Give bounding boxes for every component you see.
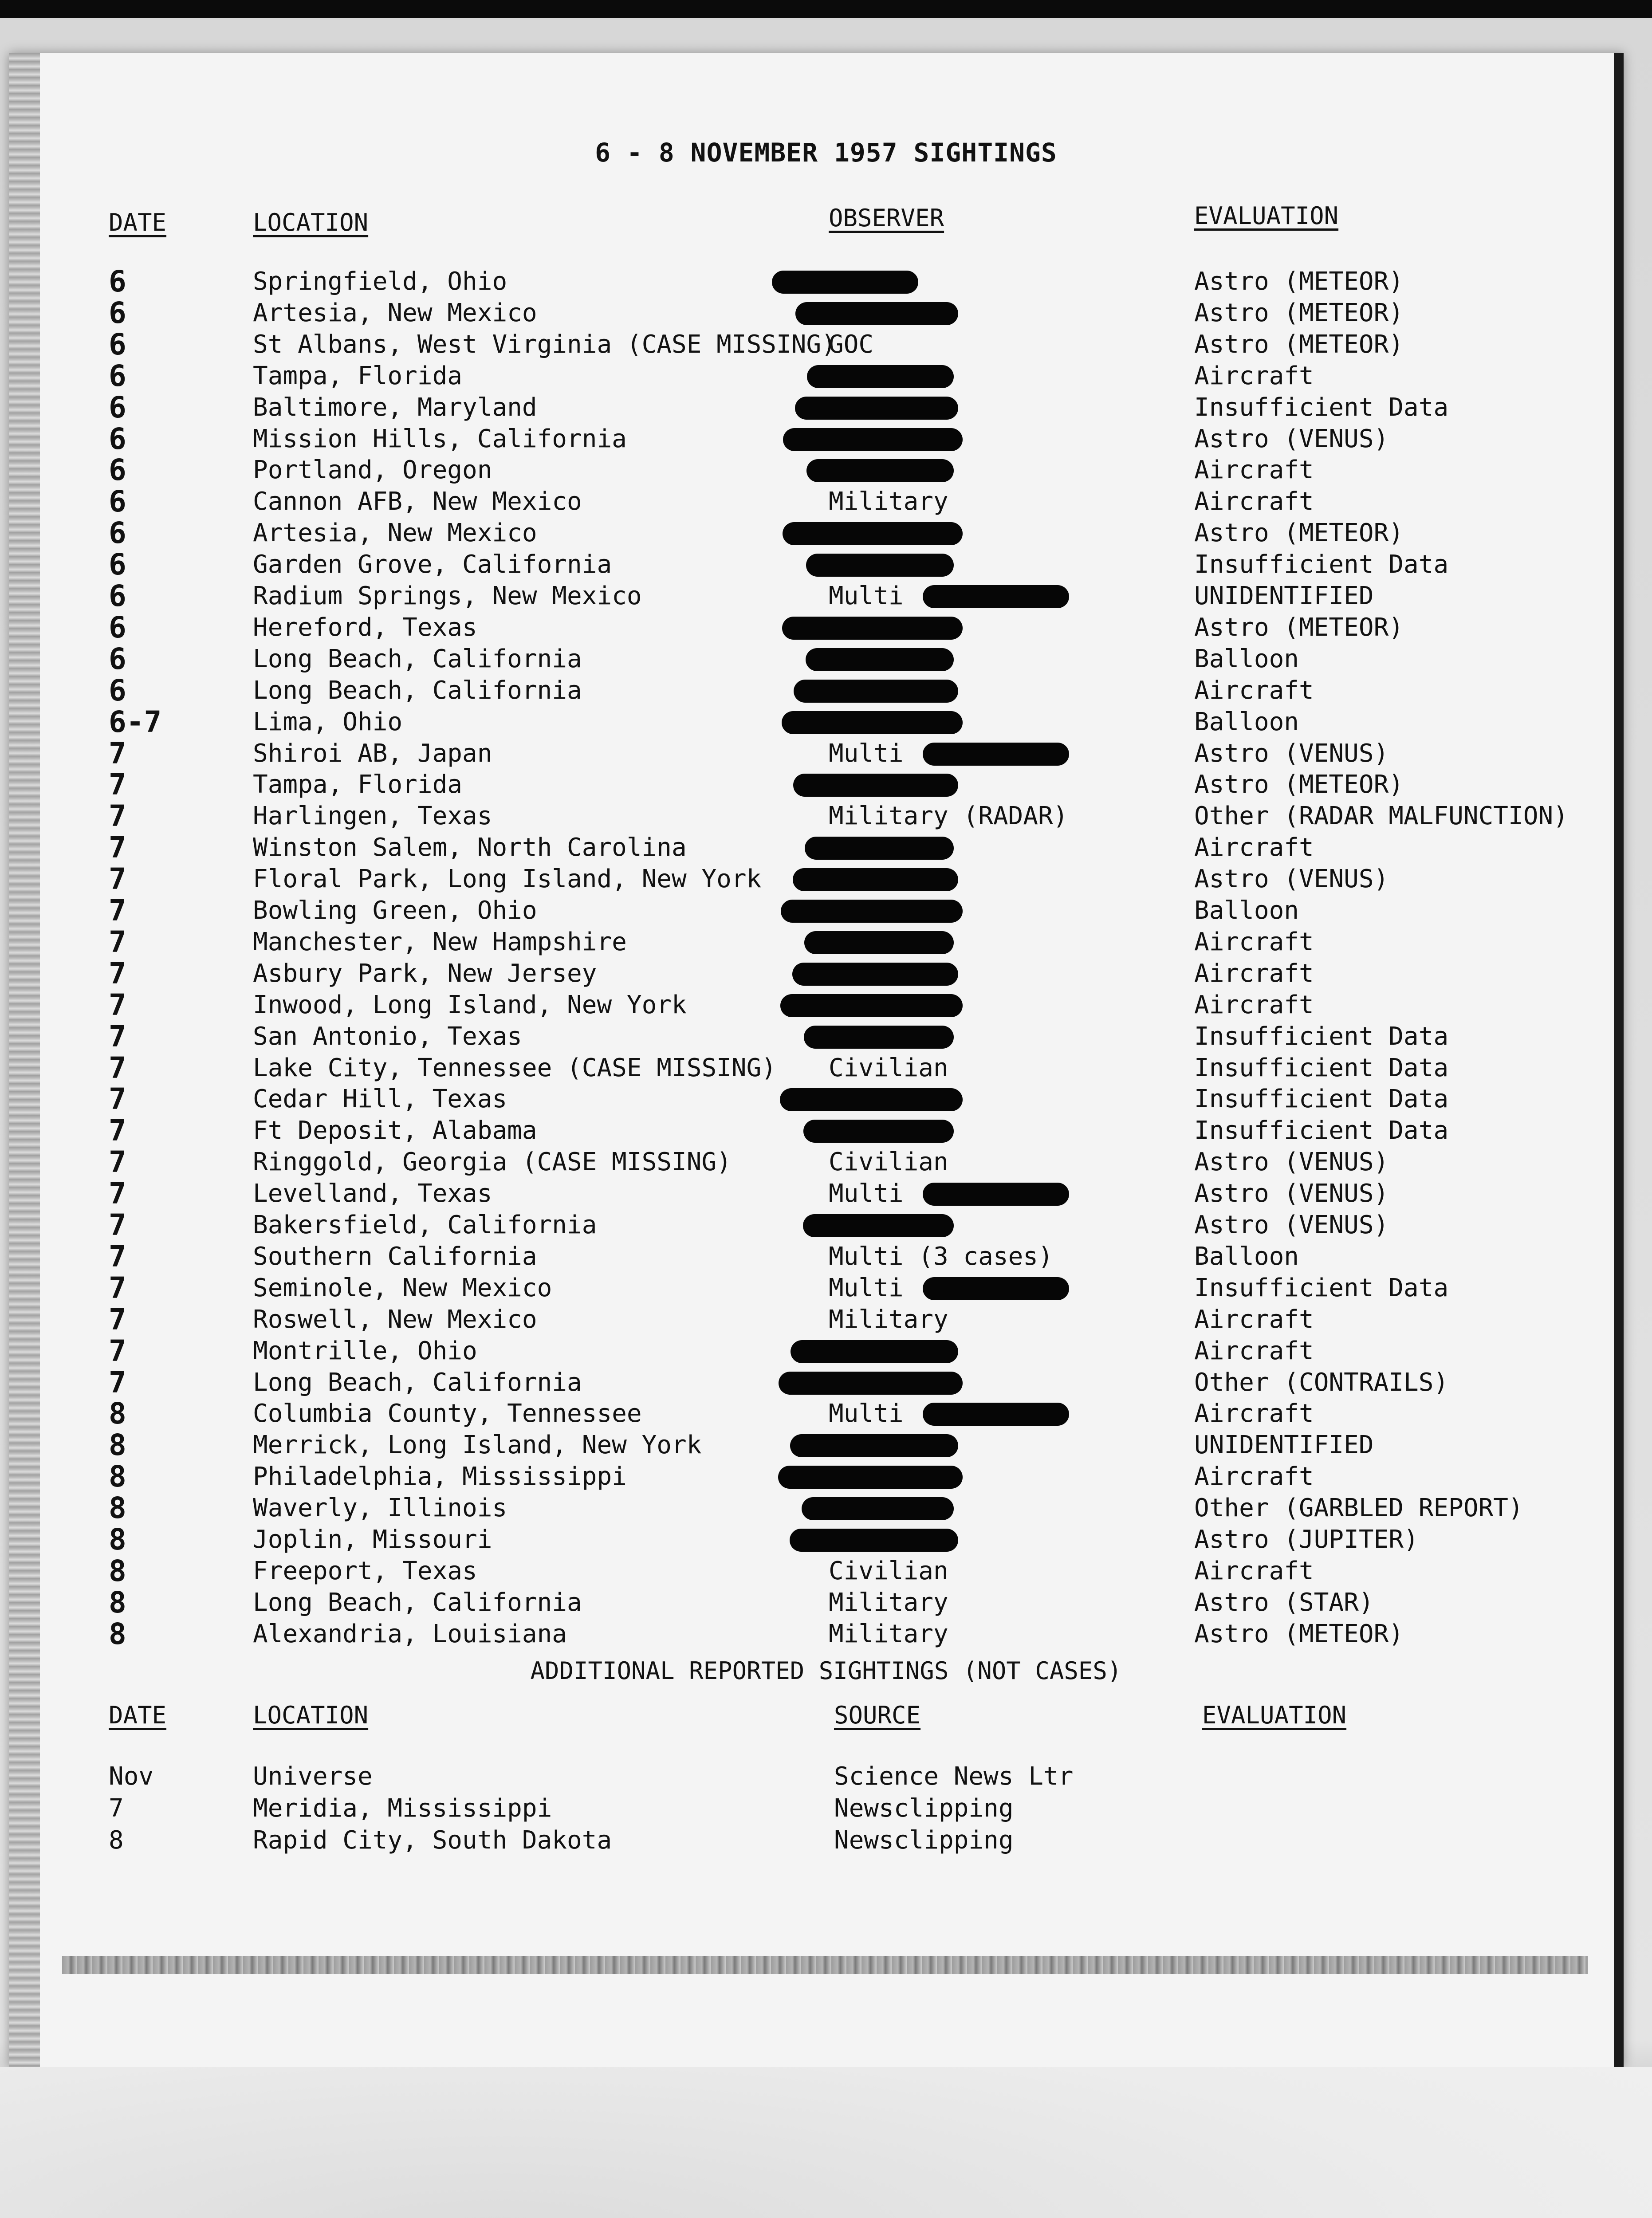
row-evaluation: Aircraft [1194, 927, 1314, 956]
row-evaluation: Astro (METEOR) [1194, 613, 1404, 642]
row-evaluation: Insufficient Data [1194, 393, 1449, 422]
table-row [0, 549, 1652, 580]
row-evaluation: Other (CONTRAILS) [1194, 1368, 1449, 1397]
row-evaluation: Astro (METEOR) [1194, 1619, 1404, 1648]
table-row [0, 864, 1652, 895]
row-date: 8 [109, 1491, 126, 1526]
table-row [0, 1825, 1652, 1856]
row-evaluation: Insufficient Data [1194, 1273, 1449, 1302]
row-date: 7 [109, 893, 126, 928]
row-date: 7 [109, 1145, 126, 1180]
row-location: Asbury Park, New Jersey [253, 959, 597, 988]
row-evaluation: Astro (VENUS) [1194, 424, 1389, 453]
row-observer: Multi (3 cases) [829, 1242, 1053, 1271]
row-date: 7 [109, 924, 126, 959]
row-location: Lake City, Tennessee (CASE MISSING) [253, 1053, 777, 1082]
table-row [0, 486, 1652, 517]
row-evaluation: Insufficient Data [1194, 550, 1449, 579]
row-evaluation: Astro (VENUS) [1194, 739, 1389, 768]
row-observer: Civilian [829, 1556, 948, 1585]
table-row [0, 1147, 1652, 1178]
table-row [0, 738, 1652, 769]
redaction-bar [806, 648, 954, 671]
redaction-bar [923, 1403, 1069, 1426]
table-row [0, 1493, 1652, 1524]
table-row [0, 1587, 1652, 1618]
row-location: San Antonio, Texas [253, 1022, 522, 1051]
row-location: Freeport, Texas [253, 1556, 477, 1585]
redaction-bar [806, 459, 954, 482]
row-evaluation: UNIDENTIFIED [1194, 1431, 1374, 1460]
blank-backing-area [0, 2067, 1652, 2218]
redaction-bar [806, 554, 954, 577]
table-row [0, 895, 1652, 926]
row-evaluation: Aircraft [1194, 1336, 1314, 1365]
row-date: 8 [109, 1522, 126, 1557]
additional-title: ADDITIONAL REPORTED SIGHTINGS (NOT CASES) [530, 1657, 1122, 1685]
row-evaluation: Astro (VENUS) [1194, 865, 1389, 894]
row-location: Ft Deposit, Alabama [253, 1116, 537, 1145]
additional-row-source: Newsclipping [834, 1826, 1014, 1855]
row-evaluation: Aircraft [1194, 959, 1314, 988]
redaction-bar [923, 743, 1069, 766]
row-location: Roswell, New Mexico [253, 1305, 537, 1334]
table-row [0, 675, 1652, 706]
row-date: 7 [109, 1239, 126, 1274]
row-evaluation: Aircraft [1194, 1399, 1314, 1428]
table-row [0, 1115, 1652, 1146]
table-row [0, 987, 1652, 1022]
redaction-bar [923, 1183, 1069, 1206]
redaction-bar [795, 397, 958, 420]
table-row [0, 1050, 1652, 1085]
row-date: 7 [109, 1333, 126, 1368]
redaction-bar [772, 271, 918, 294]
table-row [0, 1021, 1652, 1052]
row-observer: Military [829, 487, 948, 516]
table-row [0, 1084, 1652, 1115]
row-evaluation: Astro (METEOR) [1194, 298, 1404, 327]
additional-row-location: Rapid City, South Dakota [253, 1826, 612, 1855]
row-location: Waverly, Illinois [253, 1494, 507, 1523]
row-observer: GOC [829, 330, 874, 359]
row-location: Montrille, Ohio [253, 1336, 477, 1365]
row-date: 6 [109, 641, 126, 676]
row-location: Joplin, Missouri [253, 1525, 492, 1554]
row-evaluation: Insufficient Data [1194, 1022, 1449, 1051]
row-date: 7 [109, 1208, 126, 1242]
table-row [0, 1553, 1652, 1588]
redaction-bar [790, 1529, 958, 1552]
table-row [0, 924, 1652, 959]
row-date: 7 [109, 862, 126, 897]
table-row [0, 641, 1652, 676]
row-location: Portland, Oregon [253, 456, 492, 485]
additional-row-location: Universe [253, 1762, 373, 1791]
row-evaluation: UNIDENTIFIED [1194, 582, 1374, 610]
row-evaluation: Astro (METEOR) [1194, 267, 1404, 296]
row-evaluation: Aircraft [1194, 676, 1314, 705]
row-evaluation: Insufficient Data [1194, 1053, 1449, 1082]
row-evaluation: Other (GARBLED REPORT) [1194, 1494, 1523, 1523]
row-location: Cedar Hill, Texas [253, 1085, 507, 1114]
page-title: 6 - 8 NOVEMBER 1957 SIGHTINGS [595, 138, 1057, 168]
row-location: Ringgold, Georgia (CASE MISSING) [253, 1148, 732, 1177]
row-date: 7 [109, 956, 126, 991]
table-row [0, 1524, 1652, 1555]
row-date: 7 [109, 987, 126, 1022]
additional-header-location: LOCATION [253, 1701, 369, 1729]
row-location: Bakersfield, California [253, 1211, 597, 1239]
additional-row-date: Nov [109, 1762, 154, 1791]
row-location: Levelland, Texas [253, 1179, 492, 1208]
row-location: Floral Park, Long Island, New York [253, 865, 762, 894]
table-row [0, 958, 1652, 989]
redaction-bar [793, 868, 958, 891]
row-location: Manchester, New Hampshire [253, 927, 627, 956]
row-date: 8 [109, 1616, 126, 1651]
row-date: 6 [109, 547, 126, 582]
redaction-bar [794, 680, 958, 703]
row-location: Tampa, Florida [253, 770, 463, 799]
row-evaluation: Balloon [1194, 644, 1299, 673]
table-row [0, 832, 1652, 863]
table-row [0, 769, 1652, 800]
header-evaluation: EVALUATION [1194, 202, 1339, 230]
row-location: Inwood, Long Island, New York [253, 990, 687, 1019]
scan-artifact-line [62, 1956, 1588, 1974]
row-location: Mission Hills, California [253, 424, 627, 453]
row-date: 6 [109, 327, 126, 362]
redaction-bar [807, 365, 954, 388]
row-date: 7 [109, 1270, 126, 1305]
redaction-bar [804, 1026, 954, 1049]
row-evaluation: Astro (METEOR) [1194, 519, 1404, 548]
redaction-bar [779, 1372, 963, 1395]
row-date: 7 [109, 1302, 126, 1337]
row-location: Baltimore, Maryland [253, 393, 537, 422]
row-evaluation: Aircraft [1194, 1556, 1314, 1585]
row-evaluation: Insufficient Data [1194, 1116, 1449, 1145]
redaction-bar [782, 617, 963, 640]
table-row [0, 1241, 1652, 1272]
redaction-bar [793, 774, 958, 797]
row-date: 6 [109, 453, 126, 488]
row-date: 7 [109, 1176, 126, 1211]
redaction-bar [923, 1277, 1069, 1300]
additional-header-date: DATE [109, 1701, 167, 1729]
additional-row-date: 8 [109, 1826, 124, 1855]
additional-header-evaluation: EVALUATION [1202, 1701, 1347, 1729]
row-observer: Multi [829, 1273, 904, 1302]
table-row [0, 704, 1652, 739]
row-evaluation: Other (RADAR MALFUNCTION) [1194, 802, 1568, 831]
row-date: 8 [109, 1396, 126, 1431]
table-row [0, 1761, 1652, 1792]
header-observer: OBSERVER [829, 204, 944, 232]
table-row [0, 1333, 1652, 1368]
row-date: 7 [109, 1365, 126, 1400]
row-location: Artesia, New Mexico [253, 298, 537, 327]
additional-row-date: 7 [109, 1794, 124, 1823]
row-observer: Civilian [829, 1053, 948, 1082]
row-location: Columbia County, Tennessee [253, 1399, 642, 1428]
row-evaluation: Astro (VENUS) [1194, 1179, 1389, 1208]
row-date: 6 [109, 390, 126, 425]
table-row [0, 392, 1652, 423]
redaction-bar [781, 900, 963, 923]
table-row [0, 421, 1652, 456]
row-evaluation: Aircraft [1194, 456, 1314, 485]
header-location: LOCATION [253, 208, 369, 236]
table-row [0, 1304, 1652, 1335]
row-location: Philadelphia, Mississippi [253, 1462, 627, 1491]
row-location: Tampa, Florida [253, 361, 463, 390]
table-row [0, 1616, 1652, 1651]
row-location: Long Beach, California [253, 644, 582, 673]
row-location: Hereford, Texas [253, 613, 477, 642]
row-date: 6 [109, 484, 126, 519]
additional-row-location: Meridia, Mississippi [253, 1794, 552, 1823]
redaction-bar [783, 522, 963, 545]
row-location: Cannon AFB, New Mexico [253, 487, 582, 516]
row-date: 8 [109, 1585, 126, 1620]
redaction-bar [791, 1340, 958, 1363]
row-location: Garden Grove, California [253, 550, 612, 579]
row-evaluation: Aircraft [1194, 1462, 1314, 1491]
row-evaluation: Astro (VENUS) [1194, 1211, 1389, 1239]
redaction-bar [783, 428, 963, 451]
row-evaluation: Balloon [1194, 896, 1299, 925]
row-observer: Multi [829, 1399, 904, 1428]
redaction-bar [805, 837, 954, 860]
row-date: 8 [109, 1428, 126, 1463]
table-row [0, 266, 1652, 297]
row-location: Merrick, Long Island, New York [253, 1431, 702, 1460]
row-date: 7 [109, 1082, 126, 1117]
row-date: 7 [109, 1050, 126, 1085]
row-date: 6-7 [109, 704, 162, 739]
row-evaluation: Balloon [1194, 1242, 1299, 1271]
table-row [0, 358, 1652, 393]
row-location: Alexandria, Louisiana [253, 1619, 567, 1648]
row-evaluation: Astro (METEOR) [1194, 770, 1404, 799]
row-evaluation: Aircraft [1194, 1305, 1314, 1334]
redaction-bar [790, 1434, 958, 1457]
redaction-bar [803, 1120, 954, 1143]
row-observer: Multi [829, 1179, 904, 1208]
row-evaluation: Aircraft [1194, 990, 1314, 1019]
table-row [0, 801, 1652, 832]
redaction-bar [780, 1088, 963, 1111]
additional-row-source: Science News Ltr [834, 1762, 1074, 1791]
row-evaluation: Aircraft [1194, 361, 1314, 390]
row-observer: Civilian [829, 1148, 948, 1177]
row-location: Seminole, New Mexico [253, 1273, 552, 1302]
redaction-bar [792, 963, 958, 986]
row-observer: Multi [829, 739, 904, 768]
row-evaluation: Astro (STAR) [1194, 1588, 1374, 1617]
row-date: 6 [109, 610, 126, 645]
table-row [0, 1270, 1652, 1305]
redaction-bar [802, 1497, 954, 1520]
redaction-bar [780, 994, 963, 1017]
table-row [0, 518, 1652, 549]
row-date: 6 [109, 516, 126, 551]
table-row [0, 581, 1652, 612]
redaction-bar [923, 585, 1069, 608]
table-row [0, 612, 1652, 643]
row-location: Springfield, Ohio [253, 267, 507, 296]
redaction-bar [803, 1214, 954, 1237]
row-date: 7 [109, 799, 126, 834]
table-row [0, 1430, 1652, 1461]
row-location: Long Beach, California [253, 1368, 582, 1397]
row-observer: Military (RADAR) [829, 802, 1068, 831]
redaction-bar [804, 931, 954, 954]
table-row [0, 1178, 1652, 1209]
table-row [0, 1793, 1652, 1824]
row-location: Radium Springs, New Mexico [253, 582, 642, 610]
table-row [0, 1398, 1652, 1429]
row-location: Bowling Green, Ohio [253, 896, 537, 925]
row-observer: Military [829, 1588, 948, 1617]
row-date: 6 [109, 673, 126, 708]
row-date: 7 [109, 1113, 126, 1148]
row-location: Artesia, New Mexico [253, 519, 537, 548]
row-date: 6 [109, 579, 126, 613]
header-date: DATE [109, 208, 167, 236]
row-date: 6 [109, 358, 126, 393]
row-location: St Albans, West Virginia (CASE MISSING) [253, 330, 836, 359]
row-observer: Multi [829, 582, 904, 610]
redaction-bar [795, 302, 958, 325]
row-date: 8 [109, 1553, 126, 1588]
table-row [0, 1367, 1652, 1398]
row-observer: Military [829, 1619, 948, 1648]
table-row [0, 455, 1652, 486]
row-date: 6 [109, 295, 126, 330]
row-date: 7 [109, 1019, 126, 1054]
table-row [0, 1210, 1652, 1241]
row-date: 6 [109, 421, 126, 456]
row-observer: Military [829, 1305, 948, 1334]
row-date: 6 [109, 264, 126, 299]
row-evaluation: Insufficient Data [1194, 1085, 1449, 1114]
row-location: Harlingen, Texas [253, 802, 492, 831]
table-row [0, 295, 1652, 330]
row-evaluation: Balloon [1194, 707, 1299, 736]
row-date: 8 [109, 1459, 126, 1494]
redaction-bar [778, 1466, 963, 1489]
row-evaluation: Aircraft [1194, 833, 1314, 862]
row-location: Winston Salem, North Carolina [253, 833, 687, 862]
row-date: 7 [109, 830, 126, 865]
row-location: Southern California [253, 1242, 537, 1271]
additional-header-source: SOURCE [834, 1701, 921, 1729]
row-location: Long Beach, California [253, 1588, 582, 1617]
row-evaluation: Astro (JUPITER) [1194, 1525, 1419, 1554]
row-location: Lima, Ohio [253, 707, 403, 736]
additional-row-source: Newsclipping [834, 1794, 1014, 1823]
table-row [0, 329, 1652, 360]
table-row [0, 1461, 1652, 1492]
row-date: 7 [109, 736, 126, 771]
row-evaluation: Astro (VENUS) [1194, 1148, 1389, 1177]
row-location: Shiroi AB, Japan [253, 739, 492, 768]
row-date: 7 [109, 767, 126, 802]
row-evaluation: Astro (METEOR) [1194, 330, 1404, 359]
row-evaluation: Aircraft [1194, 487, 1314, 516]
redaction-bar [782, 711, 963, 734]
row-location: Long Beach, California [253, 676, 582, 705]
